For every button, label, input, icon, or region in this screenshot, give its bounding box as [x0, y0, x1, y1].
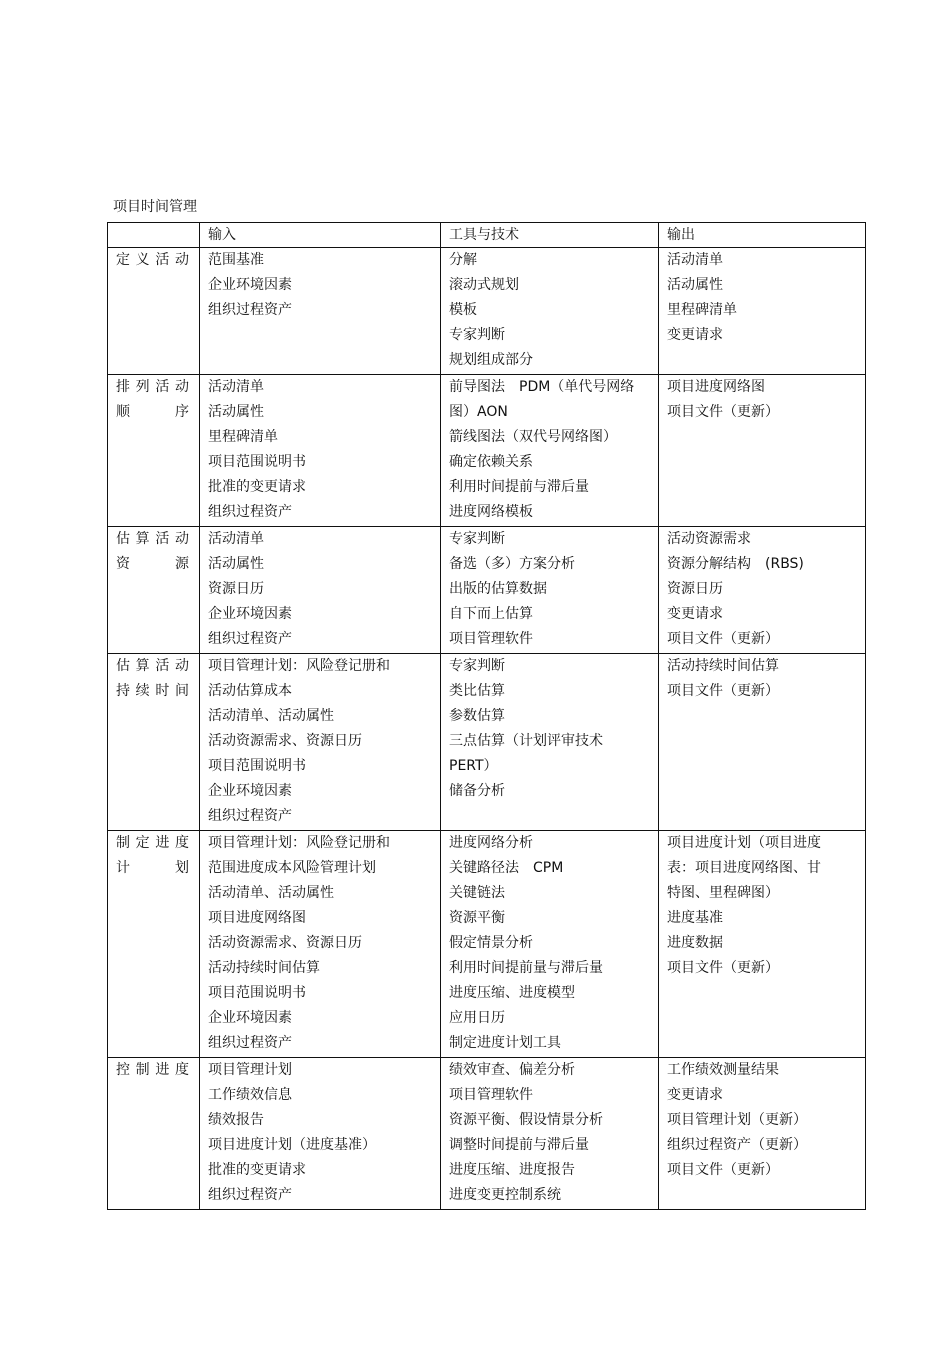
table-row [108, 527, 866, 654]
tools-cell [441, 527, 659, 654]
stage-label-line: 估 算 活 动 [116, 658, 189, 674]
cell-line: 范围进度成本风险管理计划 [208, 860, 376, 876]
cell-line: 活动属性 [208, 556, 264, 572]
cell-line: 组织过程资产 [208, 1187, 292, 1203]
cell-line: 专家判断 [449, 531, 505, 547]
cell-line: 项目管理计划：风险登记册和 [208, 658, 390, 674]
outputs-cell [659, 248, 866, 375]
cell-line: 批准的变更请求 [208, 479, 306, 495]
cell-line: 专家判断 [449, 327, 505, 343]
table-row [108, 831, 866, 1058]
inputs-cell [200, 831, 441, 1058]
cell-line: 项目范围说明书 [208, 454, 306, 470]
cell-line: 活动资源需求 [667, 531, 751, 547]
cell-line: 滚动式规划 [449, 277, 519, 293]
cell-line: 企业环境因素 [208, 1010, 292, 1026]
cell-line: 活动清单、活动属性 [208, 708, 334, 724]
cell-line: 组织过程资产 [208, 808, 292, 824]
cell-line: 制定进度计划工具 [449, 1035, 561, 1051]
cell-line: 项目管理计划（更新） [667, 1112, 807, 1128]
cell-line: 应用日历 [449, 1010, 505, 1026]
cell-line: 企业环境因素 [208, 277, 292, 293]
cell-line: 关键链法 [449, 885, 505, 901]
cell-line: 项目文件（更新） [667, 1162, 779, 1178]
cell-line: PERT） [449, 758, 498, 774]
cell-line: 企业环境因素 [208, 783, 292, 799]
cell-line: 活动属性 [208, 404, 264, 420]
cell-line: 项目进度网络图 [667, 379, 765, 395]
stage-cell [108, 831, 200, 1058]
cell-line: 活动清单 [208, 531, 264, 547]
cell-line: 里程碑清单 [208, 429, 278, 445]
cell-line: 调整时间提前与滞后量 [449, 1137, 589, 1153]
cell-line: 项目管理计划 [208, 1062, 292, 1078]
cell-line: 进度压缩、进度报告 [449, 1162, 575, 1178]
page-title: 项目时间管理 [113, 199, 197, 215]
inputs-cell [200, 248, 441, 375]
stage-cell [108, 375, 200, 527]
table-body [108, 248, 866, 1210]
cell-line: 组织过程资产 [208, 631, 292, 647]
cell-line: 变更请求 [667, 1087, 723, 1103]
cell-line: 项目文件（更新） [667, 683, 779, 699]
tools-cell [441, 375, 659, 527]
outputs-cell [659, 831, 866, 1058]
stage-cell [108, 654, 200, 831]
cell-line: 专家判断 [449, 658, 505, 674]
cell-line: 组织过程资产 [208, 302, 292, 318]
inputs-cell [200, 654, 441, 831]
cell-line: 绩效报告 [208, 1112, 264, 1128]
cell-line: 项目范围说明书 [208, 985, 306, 1001]
cell-line: 项目管理软件 [449, 631, 533, 647]
cell-line: 规划组成部分 [449, 352, 533, 368]
cell-line: 三点估算（计划评审技术 [449, 733, 603, 749]
stage-cell [108, 527, 200, 654]
cell-line: 资源分解结构 (RBS) [667, 556, 804, 572]
cell-line: 表：项目进度网络图、甘 [667, 860, 821, 876]
tools-cell [441, 248, 659, 375]
cell-line: 活动持续时间估算 [208, 960, 320, 976]
cell-line: 进度数据 [667, 935, 723, 951]
outputs-cell [659, 527, 866, 654]
cell-line: 自下而上估算 [449, 606, 533, 622]
cell-line: 项目进度计划（项目进度 [667, 835, 821, 851]
cell-line: 活动资源需求、资源日历 [208, 733, 362, 749]
cell-line: 里程碑清单 [667, 302, 737, 318]
cell-line: 活动清单 [208, 379, 264, 395]
stage-label-line: 定义活动 [116, 252, 189, 268]
stage-label-line: 资源 [116, 556, 189, 572]
stage-label-line: 顺序 [116, 404, 189, 420]
header-row [108, 223, 866, 248]
outputs-cell [659, 1058, 866, 1210]
cell-line: 活动估算成本 [208, 683, 292, 699]
outputs-cell [659, 654, 866, 831]
cell-line: 项目范围说明书 [208, 758, 306, 774]
stage-label-line: 计划 [116, 860, 189, 876]
cell-line: 进度网络分析 [449, 835, 533, 851]
cell-line: 确定依赖关系 [449, 454, 533, 470]
cell-line: 组织过程资产 [208, 504, 292, 520]
table-row [108, 654, 866, 831]
stage-label-line: 控制进度 [116, 1062, 189, 1078]
cell-line: 项目管理软件 [449, 1087, 533, 1103]
cell-line: 项目文件（更新） [667, 631, 779, 647]
table-row [108, 1058, 866, 1210]
cell-line: 类比估算 [449, 683, 505, 699]
table-row [108, 248, 866, 375]
table-row [108, 375, 866, 527]
cell-line: 组织过程资产（更新） [667, 1137, 807, 1153]
cell-line: 关键路径法 CPM [449, 860, 564, 876]
inputs-cell [200, 375, 441, 527]
tools-cell [441, 654, 659, 831]
cell-line: 变更请求 [667, 327, 723, 343]
cell-line: 进度网络模板 [449, 504, 533, 520]
cell-line: 图）AON [449, 404, 508, 420]
cell-line: 资源日历 [667, 581, 723, 597]
cell-line: 进度压缩、进度模型 [449, 985, 575, 1001]
cell-line: 活动资源需求、资源日历 [208, 935, 362, 951]
cell-line: 工作绩效信息 [208, 1087, 292, 1103]
stage-cell [108, 1058, 200, 1210]
stage-cell [108, 248, 200, 375]
time-management-table [107, 222, 866, 1210]
cell-line: 出版的估算数据 [449, 581, 547, 597]
stage-label-line: 制 定 进 度 [116, 835, 189, 851]
cell-line: 特图、里程碑图） [667, 885, 779, 901]
cell-line: 备选（多）方案分析 [449, 556, 575, 572]
cell-line: 进度基准 [667, 910, 723, 926]
cell-line: 参数估算 [449, 708, 505, 724]
cell-line: 项目文件（更新） [667, 404, 779, 420]
tools-cell [441, 831, 659, 1058]
cell-line: 资源日历 [208, 581, 264, 597]
cell-line: 活动清单、活动属性 [208, 885, 334, 901]
stage-label-line: 估 算 活 动 [116, 531, 189, 547]
cell-line: 批准的变更请求 [208, 1162, 306, 1178]
cell-line: 模板 [449, 302, 477, 318]
cell-line: 活动属性 [667, 277, 723, 293]
header-tools: 工具与技术 [441, 223, 659, 248]
cell-line: 企业环境因素 [208, 606, 292, 622]
cell-line: 分解 [449, 252, 477, 268]
cell-line: 变更请求 [667, 606, 723, 622]
tools-cell [441, 1058, 659, 1210]
stage-label-line: 排 列 活 动 [116, 379, 189, 395]
cell-line: 利用时间提前量与滞后量 [449, 960, 603, 976]
header-inputs: 输入 [200, 223, 441, 248]
header-outputs: 输出 [659, 223, 866, 248]
cell-line: 利用时间提前与滞后量 [449, 479, 589, 495]
cell-line: 项目进度计划（进度基准） [208, 1137, 376, 1153]
inputs-cell [200, 527, 441, 654]
cell-line: 项目文件（更新） [667, 960, 779, 976]
cell-line: 活动持续时间估算 [667, 658, 779, 674]
stage-label-line: 持续时间 [116, 683, 189, 699]
cell-line: 范围基准 [208, 252, 264, 268]
cell-line: 进度变更控制系统 [449, 1187, 561, 1203]
inputs-cell [200, 1058, 441, 1210]
cell-line: 储备分析 [449, 783, 505, 799]
cell-line: 项目进度网络图 [208, 910, 306, 926]
cell-line: 绩效审查、偏差分析 [449, 1062, 575, 1078]
header-stage [108, 223, 200, 248]
cell-line: 组织过程资产 [208, 1035, 292, 1051]
cell-line: 箭线图法（双代号网络图） [449, 429, 617, 445]
cell-line: 项目管理计划：风险登记册和 [208, 835, 390, 851]
cell-line: 假定情景分析 [449, 935, 533, 951]
cell-line: 工作绩效测量结果 [667, 1062, 779, 1078]
outputs-cell [659, 375, 866, 527]
cell-line: 资源平衡、假设情景分析 [449, 1112, 603, 1128]
cell-line: 前导图法 PDM（单代号网络 [449, 379, 635, 395]
cell-line: 资源平衡 [449, 910, 505, 926]
cell-line: 活动清单 [667, 252, 723, 268]
